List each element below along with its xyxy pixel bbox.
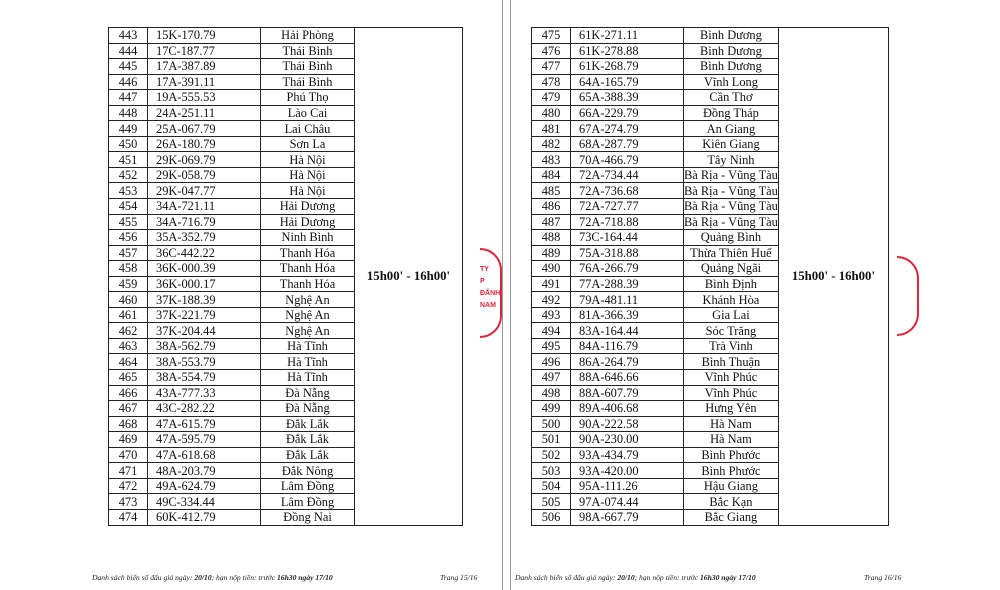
province-cell: Phú Thọ xyxy=(261,90,355,106)
row-number-cell: 448 xyxy=(109,105,148,121)
province-cell: Hậu Giang xyxy=(684,478,779,494)
row-number-cell: 476 xyxy=(532,43,571,59)
plate-number-cell: 66A-229.79 xyxy=(571,105,684,121)
province-cell: Hải Phòng xyxy=(261,28,355,44)
plate-number-cell: 67A-274.79 xyxy=(571,121,684,137)
province-cell: Đắk Lắk xyxy=(261,432,355,448)
plate-number-cell: 36K-000.17 xyxy=(148,276,261,292)
row-number-cell: 474 xyxy=(109,509,148,525)
province-cell: Vĩnh Long xyxy=(684,74,779,90)
row-number-cell: 444 xyxy=(109,43,148,59)
province-cell: Hải Dương xyxy=(261,199,355,215)
row-number-cell: 461 xyxy=(109,307,148,323)
stamp-text-line: TY xyxy=(480,266,489,273)
row-number-cell: 467 xyxy=(109,401,148,417)
plate-number-cell: 95A-111.26 xyxy=(571,478,684,494)
plate-number-cell: 72A-736.68 xyxy=(571,183,684,199)
plate-number-cell: 15K-170.79 xyxy=(148,28,261,44)
province-cell: Bình Dương xyxy=(684,28,779,44)
province-cell: Thanh Hóa xyxy=(261,261,355,277)
plate-number-cell: 29K-069.79 xyxy=(148,152,261,168)
row-number-cell: 453 xyxy=(109,183,148,199)
province-cell: Thừa Thiên Huế xyxy=(684,245,779,261)
province-cell: Bắc Kạn xyxy=(684,494,779,510)
plate-number-cell: 26A-180.79 xyxy=(148,136,261,152)
row-number-cell: 477 xyxy=(532,59,571,75)
row-number-cell: 459 xyxy=(109,276,148,292)
plate-number-cell: 38A-554.79 xyxy=(148,370,261,386)
row-number-cell: 458 xyxy=(109,261,148,277)
page-footer-right xyxy=(515,573,756,582)
plate-number-cell: 73C-164.44 xyxy=(571,230,684,246)
plate-number-cell: 24A-251.11 xyxy=(148,105,261,121)
plate-number-cell: 38A-553.79 xyxy=(148,354,261,370)
row-number-cell: 495 xyxy=(532,338,571,354)
row-number-cell: 456 xyxy=(109,230,148,246)
plate-number-cell: 79A-481.11 xyxy=(571,292,684,308)
row-number-cell: 503 xyxy=(532,463,571,479)
row-number-cell: 455 xyxy=(109,214,148,230)
province-cell: Vĩnh Phúc xyxy=(684,370,779,386)
plate-number-cell: 37K-188.39 xyxy=(148,292,261,308)
plate-number-cell: 61K-271.11 xyxy=(571,28,684,44)
plate-number-cell: 89A-406.68 xyxy=(571,401,684,417)
plate-number-cell: 36C-442.22 xyxy=(148,245,261,261)
row-number-cell: 486 xyxy=(532,199,571,215)
plate-number-cell: 49A-624.79 xyxy=(148,478,261,494)
plate-number-cell: 76A-266.79 xyxy=(571,261,684,277)
plate-number-cell: 90A-222.58 xyxy=(571,416,684,432)
row-number-cell: 462 xyxy=(109,323,148,339)
plate-number-cell: 29K-058.79 xyxy=(148,167,261,183)
province-cell: Bà Rịa - Vũng Tàu xyxy=(684,168,778,183)
table-row xyxy=(532,28,889,44)
footer-prefix: Danh sách biển số đấu giá ngày: xyxy=(92,573,193,582)
time-slot-cell: 15h00' - 16h00' xyxy=(778,28,888,526)
footer-deadline: 16h30 ngày 17/10 xyxy=(699,573,756,582)
plate-number-cell: 60K-412.79 xyxy=(148,509,261,525)
row-number-cell: 470 xyxy=(109,447,148,463)
row-number-cell: 497 xyxy=(532,370,571,386)
province-cell: Nghệ An xyxy=(261,323,355,339)
row-number-cell: 502 xyxy=(532,447,571,463)
province-cell: Đắk Nông xyxy=(261,463,355,479)
plate-number-cell: 37K-204.44 xyxy=(148,323,261,339)
stamp-text-line: P ĐẤNH xyxy=(480,278,501,297)
province-cell: Bà Rịa - Vũng Tàu xyxy=(684,199,778,214)
row-number-cell: 491 xyxy=(532,276,571,292)
plate-number-cell: 90A-230.00 xyxy=(571,432,684,448)
plate-number-cell: 19A-555.53 xyxy=(148,90,261,106)
plate-number-cell: 72A-718.88 xyxy=(571,214,684,230)
plate-number-cell: 36K-000.39 xyxy=(148,261,261,277)
row-number-cell: 489 xyxy=(532,245,571,261)
plate-number-cell: 98A-667.79 xyxy=(571,509,684,525)
plate-number-cell: 47A-618.68 xyxy=(148,447,261,463)
province-cell: Hà Nam xyxy=(684,416,779,432)
province-cell: Đồng Nai xyxy=(261,509,355,525)
row-number-cell: 494 xyxy=(532,323,571,339)
row-number-cell: 481 xyxy=(532,121,571,137)
plate-number-cell: 64A-165.79 xyxy=(571,74,684,90)
plate-number-cell: 61K-278.88 xyxy=(571,43,684,59)
plate-number-cell: 29K-047.77 xyxy=(148,183,261,199)
footer-deadline: 16h30 ngày 17/10 xyxy=(276,573,333,582)
row-number-cell: 471 xyxy=(109,463,148,479)
time-slot-cell: 15h00' - 16h00' xyxy=(355,28,463,526)
province-cell: Cần Thơ xyxy=(684,90,779,106)
row-number-cell: 492 xyxy=(532,292,571,308)
row-number-cell: 496 xyxy=(532,354,571,370)
document-page-right xyxy=(510,0,923,590)
page-footer-left xyxy=(92,573,333,582)
footer-mid: ; hạn nộp tiền: trước xyxy=(634,573,699,582)
plate-number-cell: 25A-067.79 xyxy=(148,121,261,137)
row-number-cell: 449 xyxy=(109,121,148,137)
plate-number-cell: 72A-734.44 xyxy=(571,167,684,183)
document-page-left xyxy=(90,0,503,590)
row-number-cell: 499 xyxy=(532,401,571,417)
row-number-cell: 479 xyxy=(532,90,571,106)
plate-number-cell: 68A-287.79 xyxy=(571,136,684,152)
plate-number-cell: 35A-352.79 xyxy=(148,230,261,246)
row-number-cell: 504 xyxy=(532,478,571,494)
province-cell: Hà Nam xyxy=(684,432,779,448)
province-cell: Hà Tĩnh xyxy=(261,354,355,370)
red-seal-stamp xyxy=(897,256,919,336)
province-cell: Bà Rịa - Vũng Tàu xyxy=(684,183,778,198)
plate-number-cell: 48A-203.79 xyxy=(148,463,261,479)
table-row xyxy=(109,28,463,44)
province-cell: Lâm Đồng xyxy=(261,494,355,510)
row-number-cell: 451 xyxy=(109,152,148,168)
plate-number-cell: 49C-334.44 xyxy=(148,494,261,510)
province-cell: Bình Phước xyxy=(684,447,779,463)
province-cell: Thanh Hóa xyxy=(261,245,355,261)
row-number-cell: 463 xyxy=(109,338,148,354)
province-cell: Hà Tĩnh xyxy=(261,370,355,386)
row-number-cell: 483 xyxy=(532,152,571,168)
plate-number-cell: 37K-221.79 xyxy=(148,307,261,323)
province-cell: Thanh Hóa xyxy=(261,276,355,292)
plate-number-cell: 88A-607.79 xyxy=(571,385,684,401)
province-cell: Hà Tĩnh xyxy=(261,338,355,354)
plate-number-cell: 61K-268.79 xyxy=(571,59,684,75)
row-number-cell: 446 xyxy=(109,74,148,90)
plate-number-cell: 17C-187.77 xyxy=(148,43,261,59)
row-number-cell: 478 xyxy=(532,74,571,90)
page-number-left: Trang 15/16 xyxy=(440,573,478,582)
row-number-cell: 490 xyxy=(532,261,571,277)
row-number-cell: 469 xyxy=(109,432,148,448)
province-cell: Đà Nẵng xyxy=(261,385,355,401)
footer-mid: ; hạn nộp tiền: trước xyxy=(211,573,276,582)
plate-number-cell: 75A-318.88 xyxy=(571,245,684,261)
plate-number-cell: 65A-388.39 xyxy=(571,90,684,106)
row-number-cell: 475 xyxy=(532,28,571,44)
plate-number-cell: 77A-288.39 xyxy=(571,276,684,292)
province-cell: Lai Châu xyxy=(261,121,355,137)
plate-number-cell: 38A-562.79 xyxy=(148,338,261,354)
province-cell: Gia Lai xyxy=(684,307,779,323)
row-number-cell: 450 xyxy=(109,136,148,152)
province-cell: Bình Dương xyxy=(684,43,779,59)
province-cell: Sơn La xyxy=(261,136,355,152)
row-number-cell: 460 xyxy=(109,292,148,308)
row-number-cell: 452 xyxy=(109,167,148,183)
province-cell: Vĩnh Phúc xyxy=(684,385,779,401)
province-cell: Hà Nội xyxy=(261,183,355,199)
province-cell: Bắc Giang xyxy=(684,509,779,525)
footer-date: 20/10 xyxy=(194,573,212,582)
province-cell: Thái Bình xyxy=(261,59,355,75)
row-number-cell: 447 xyxy=(109,90,148,106)
row-number-cell: 501 xyxy=(532,432,571,448)
province-cell: Đắk Lắk xyxy=(261,447,355,463)
province-cell: Hà Nội xyxy=(261,152,355,168)
plate-number-cell: 88A-646.66 xyxy=(571,370,684,386)
row-number-cell: 473 xyxy=(109,494,148,510)
plate-number-cell: 84A-116.79 xyxy=(571,338,684,354)
plate-number-cell: 43C-282.22 xyxy=(148,401,261,417)
plate-number-cell: 17A-387.89 xyxy=(148,59,261,75)
footer-date: 20/10 xyxy=(617,573,635,582)
province-cell: Trà Vinh xyxy=(684,338,779,354)
province-cell: Hưng Yên xyxy=(684,401,779,417)
province-cell: Sóc Trăng xyxy=(684,323,779,339)
province-cell: Tây Ninh xyxy=(684,152,779,168)
row-number-cell: 454 xyxy=(109,199,148,215)
footer-prefix: Danh sách biển số đấu giá ngày: xyxy=(515,573,616,582)
province-cell: Bình Dương xyxy=(684,59,779,75)
row-number-cell: 487 xyxy=(532,214,571,230)
province-cell: Đà Nẵng xyxy=(261,401,355,417)
province-cell: Lâm Đồng xyxy=(261,478,355,494)
row-number-cell: 472 xyxy=(109,478,148,494)
plate-number-cell: 70A-466.79 xyxy=(571,152,684,168)
province-cell: Quảng Ngãi xyxy=(684,261,779,277)
plate-table-right xyxy=(531,27,889,526)
row-number-cell: 488 xyxy=(532,230,571,246)
row-number-cell: 465 xyxy=(109,370,148,386)
province-cell: Bình Định xyxy=(684,276,779,292)
row-number-cell: 482 xyxy=(532,136,571,152)
province-cell: Hà Nội xyxy=(261,167,355,183)
province-cell: Bình Thuận xyxy=(684,354,779,370)
plate-table-left xyxy=(108,27,463,526)
row-number-cell: 480 xyxy=(532,105,571,121)
province-cell: Hải Dương xyxy=(261,214,355,230)
province-cell: Khánh Hòa xyxy=(684,292,779,308)
page-number-right: Trang 16/16 xyxy=(864,573,902,582)
plate-number-cell: 34A-721.11 xyxy=(148,199,261,215)
stamp-text-line: NAM xyxy=(480,302,496,309)
row-number-cell: 493 xyxy=(532,307,571,323)
plate-number-cell: 72A-727.77 xyxy=(571,199,684,215)
province-cell: Nghệ An xyxy=(261,292,355,308)
plate-number-cell: 17A-391.11 xyxy=(148,74,261,90)
row-number-cell: 457 xyxy=(109,245,148,261)
plate-number-cell: 97A-074.44 xyxy=(571,494,684,510)
province-cell: Bà Rịa - Vũng Tàu xyxy=(684,214,778,229)
plate-number-cell: 47A-595.79 xyxy=(148,432,261,448)
red-seal-stamp xyxy=(480,248,502,338)
plate-number-cell: 86A-264.79 xyxy=(571,354,684,370)
row-number-cell: 443 xyxy=(109,28,148,44)
row-number-cell: 466 xyxy=(109,385,148,401)
row-number-cell: 505 xyxy=(532,494,571,510)
province-cell: Quảng Bình xyxy=(684,230,779,246)
plate-number-cell: 43A-777.33 xyxy=(148,385,261,401)
row-number-cell: 484 xyxy=(532,167,571,183)
province-cell: Đắk Lắk xyxy=(261,416,355,432)
province-cell: Nghệ An xyxy=(261,307,355,323)
row-number-cell: 506 xyxy=(532,509,571,525)
province-cell: Đồng Tháp xyxy=(684,105,779,121)
province-cell: Ninh Bình xyxy=(261,230,355,246)
province-cell: An Giang xyxy=(684,121,779,137)
province-cell: Thái Bình xyxy=(261,43,355,59)
row-number-cell: 498 xyxy=(532,385,571,401)
row-number-cell: 500 xyxy=(532,416,571,432)
row-number-cell: 468 xyxy=(109,416,148,432)
plate-number-cell: 93A-420.00 xyxy=(571,463,684,479)
plate-number-cell: 47A-615.79 xyxy=(148,416,261,432)
plate-number-cell: 81A-366.39 xyxy=(571,307,684,323)
province-cell: Lào Cai xyxy=(261,105,355,121)
plate-number-cell: 83A-164.44 xyxy=(571,323,684,339)
row-number-cell: 485 xyxy=(532,183,571,199)
province-cell: Thái Bình xyxy=(261,74,355,90)
row-number-cell: 445 xyxy=(109,59,148,75)
plate-number-cell: 34A-716.79 xyxy=(148,214,261,230)
plate-number-cell: 93A-434.79 xyxy=(571,447,684,463)
province-cell: Bình Phước xyxy=(684,463,779,479)
row-number-cell: 464 xyxy=(109,354,148,370)
province-cell: Kiên Giang xyxy=(684,136,779,152)
